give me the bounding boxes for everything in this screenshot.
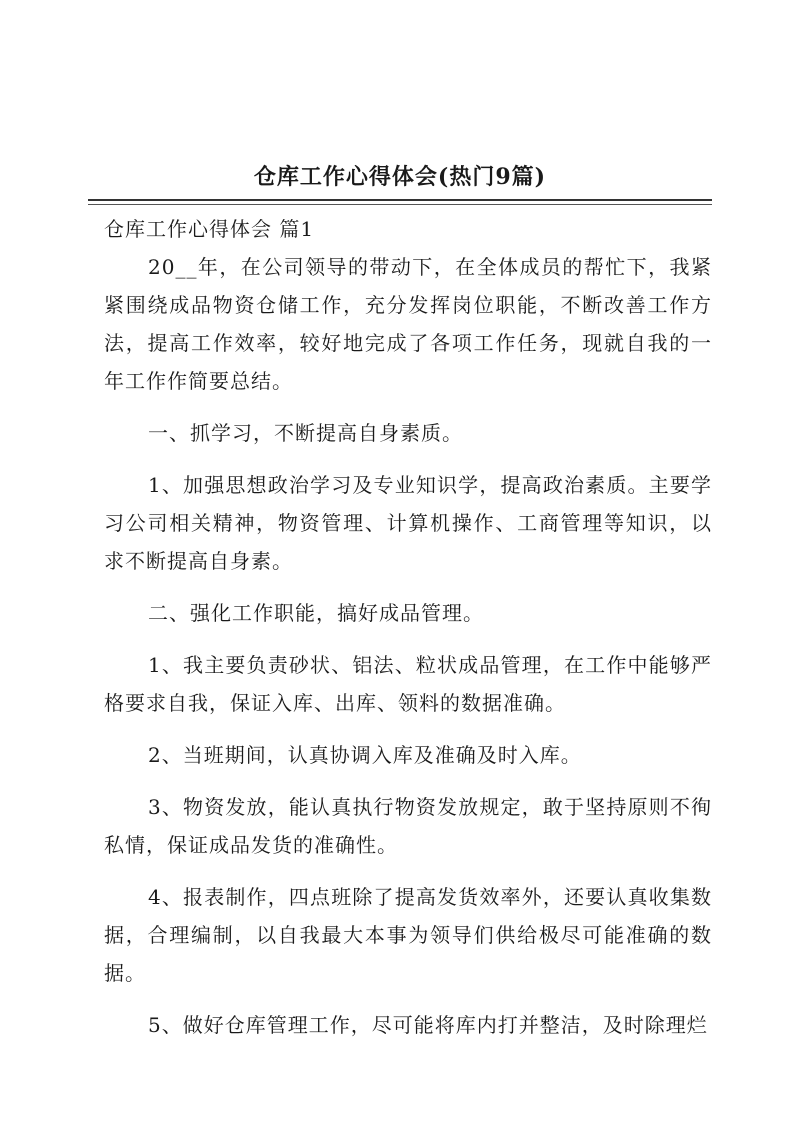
paragraph-duty-item-1: 1、我主要负责砂状、铝法、粒状成品管理，在工作中能够严格要求自我，保证入库、出库、领料的数据准确。 <box>104 653 712 715</box>
paragraph-study-item-1: 1、加强思想政治学习及专业知识学，提高政治素质。主要学习公司相关精神，物资管理、计算机操作、工商管理等知识，以求不断提高自身素。 <box>104 473 712 573</box>
paragraph-heading-duties: 二、强化工作职能，搞好成品管理。 <box>148 601 484 625</box>
paragraph-duty-item-4: 4、报表制作，四点班除了提高发货效率外，还要认真收集数据，合理编制，以自我最大本事为领导们供给极尽可能准确的数据。 <box>104 885 712 985</box>
paragraph-heading-study: 一、抓学习，不断提高自身素质。 <box>148 421 463 445</box>
paragraph-duty-item-2: 2、当班期间，认真协调入库及准确及时入库。 <box>148 743 582 767</box>
title-divider-thick <box>88 199 712 201</box>
paragraph-duty-item-3: 3、物资发放，能认真执行物资发放规定，敢于坚持原则不徇私情，保证成品发货的准确性。 <box>104 795 712 857</box>
document-body <box>104 210 712 1058</box>
paragraph-duty-item-5: 5、做好仓库管理工作，尽可能将库内打并整洁，及时除理烂 <box>148 1013 708 1037</box>
section-heading: 仓库工作心得体会 篇1 <box>104 217 315 241</box>
document-title: 仓库工作心得体会(热门9篇) <box>253 164 547 190</box>
paragraph-intro: 20__年，在公司领导的带动下，在全体成员的帮忙下，我紧紧围绕成品物资仓储工作，充分发挥岗位职能，不断改善工作方法，提高工作效率，较好地完成了各项工作任务，现就自我的一年工作作简要总结。 <box>104 255 712 393</box>
title-divider-thin <box>88 204 712 205</box>
